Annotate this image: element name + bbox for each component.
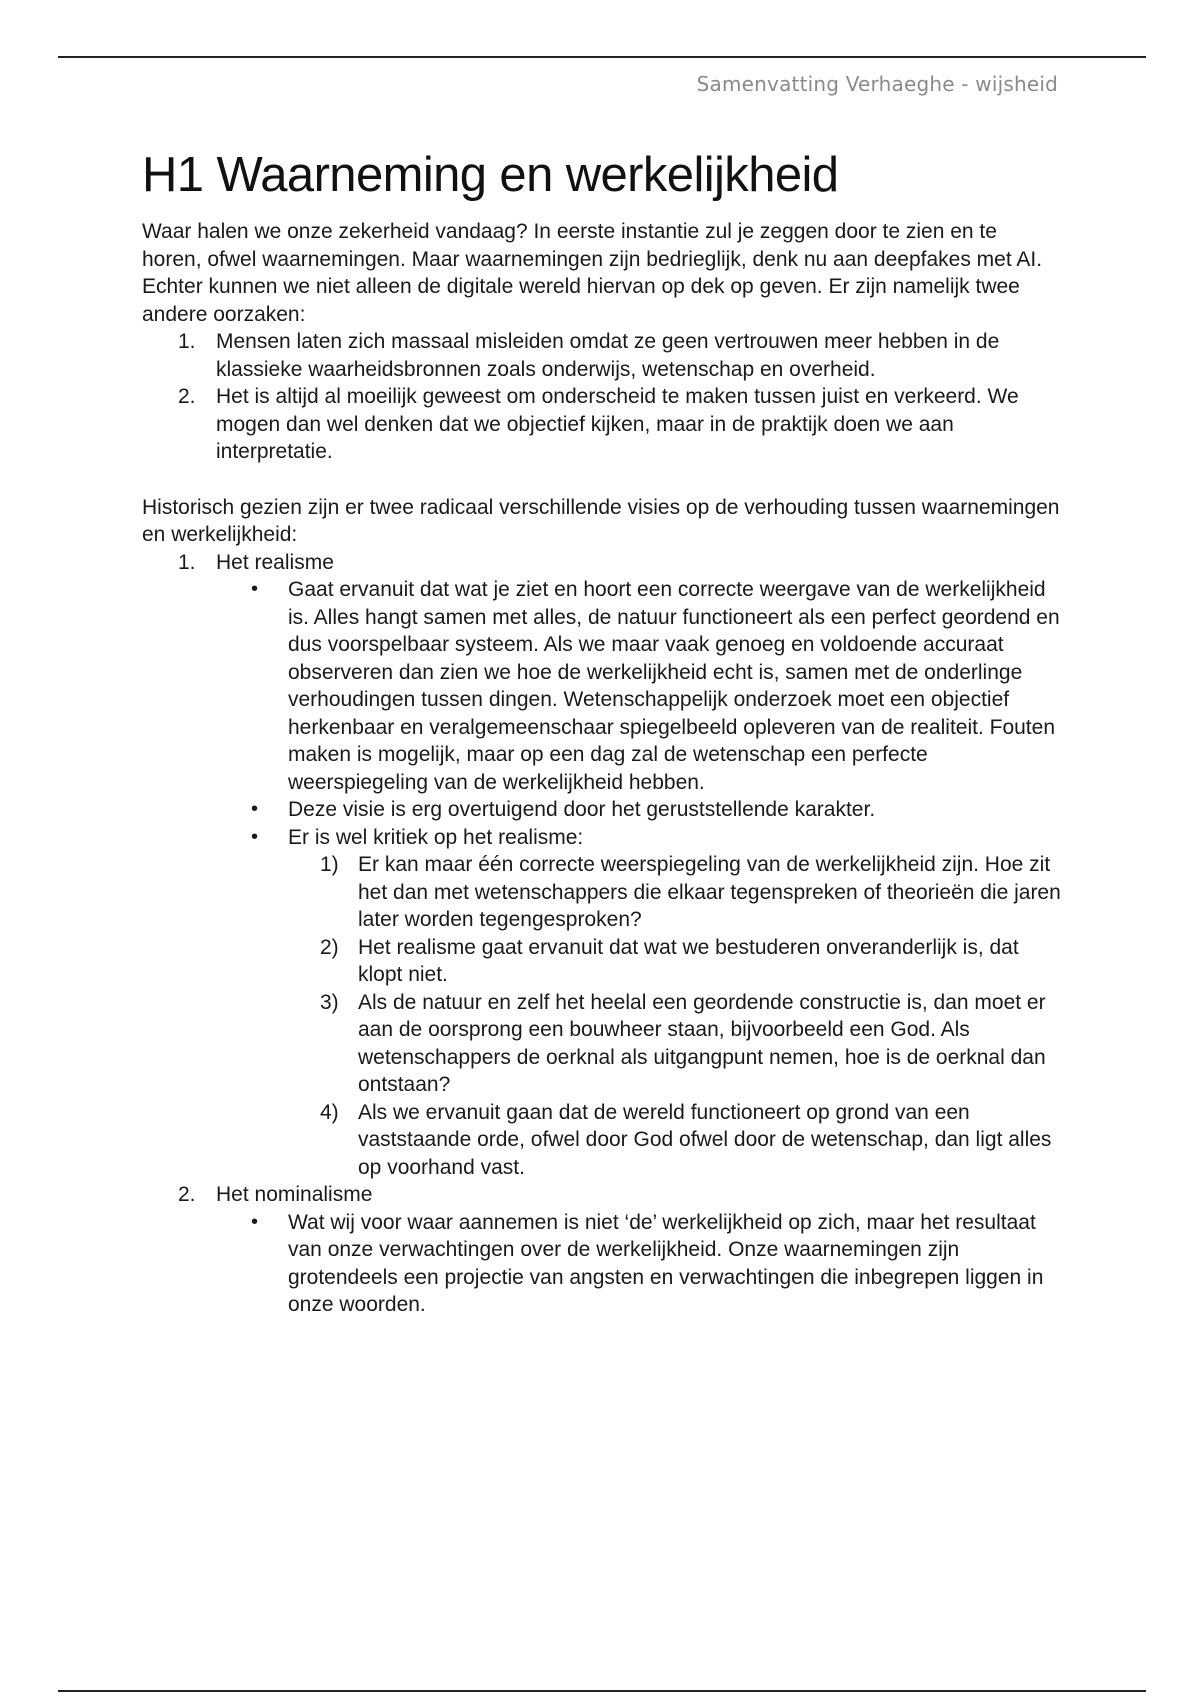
bullet-item (142, 824, 1062, 852)
bullet-text: Er is wel kritiek op het realisme: (288, 825, 584, 849)
list-marker: 1) (320, 853, 339, 876)
bullet-icon: • (251, 825, 259, 848)
list-marker: 1. (178, 550, 196, 574)
list-item-text: Mensen laten zich massaal misleiden omdat ze geen vertrouwen meer hebben in de klassieke waarheidsbronnen zoals onderwijs, wetenschap en overheid. (216, 330, 1000, 381)
criticism-text: Als de natuur en zelf het heelal een geordende constructie is, dan moet er aan de oorsprong een bouwheer staan, bijvoorbeeld een God. Als wetenschappers de oerknal als uitgangpunt nemen, hoe is de oerknal dan ontstaan? (358, 990, 1046, 1096)
list-item (142, 328, 1062, 383)
list-marker: 2. (178, 1183, 196, 1206)
bullet-item (142, 796, 1062, 824)
document-header: Samenvatting Verhaeghe - wijsheid (696, 72, 1058, 96)
list-marker: 2. (178, 385, 196, 408)
bullet-icon: • (251, 1210, 259, 1233)
criticism-text: Het realisme gaat ervanuit dat wat we bestuderen onveranderlijk is, dat klopt niet. (358, 935, 1019, 986)
bullet-item (142, 1209, 1062, 1319)
intro-paragraph: Waar halen we onze zekerheid vandaag? In eerste instantie zul je zeggen door te zien en te horen, ofwel waarnemingen. Maar waarnemingen zijn bedrieglijk, denk nu aan deepfakes met AI. Echter kunnen we niet alleen de digitale wereld hiervan op dek op geven. Er zijn namelijk twee andere oorzaken: (142, 220, 1043, 326)
list-item-nominalisme (142, 1181, 1062, 1209)
list-marker: 4) (320, 1100, 339, 1124)
bullet-text: Wat wij voor waar aannemen is niet ‘de’ werkelijkheid op zich, maar het resultaat van onze verwachtingen over de werkelijkheid. Onze waarnemingen zijn grotendeels een projectie van angsten en verwachtingen die inbegrepen liggen in onze woorden. (288, 1210, 1044, 1316)
criticism-item (142, 934, 1062, 989)
historic-paragraph: Historisch gezien zijn er twee radicaal verschillende visies op de verhouding tussen waarnemingen en werkelijkheid: (142, 495, 1060, 546)
criticism-item (142, 989, 1062, 1099)
bullet-text: Deze visie is erg overtuigend door het geruststellende karakter. (288, 798, 876, 821)
document-body (142, 146, 1062, 1319)
bullet-item (142, 576, 1062, 796)
list-marker: 2) (320, 935, 339, 959)
bullet-icon: • (251, 798, 259, 820)
bottom-rule (58, 1690, 1146, 1692)
list-marker: 1. (178, 330, 196, 353)
criticism-text: Als we ervanuit gaan dat de wereld functioneert op grond van een vaststaande orde, ofwel door God ofwel door de wetenschap, dan ligt alles op voorhand vast. (358, 1100, 1052, 1179)
top-rule (58, 56, 1146, 58)
list-item-title: Het realisme (216, 550, 334, 574)
list-item (142, 383, 1062, 466)
bullet-icon: • (251, 578, 259, 600)
page-title: H1 Waarneming en werkelijkheid (142, 148, 839, 202)
causes-list (142, 328, 1062, 466)
visions-list (142, 549, 1062, 1319)
list-item-text: Het is altijd al moeilijk geweest om onderscheid te maken tussen juist en verkeerd. We mogen dan wel denken dat we objectief kijken, maar in de praktijk doen we aan interpretatie. (216, 385, 1019, 463)
list-item-title: Het nominalisme (216, 1183, 373, 1206)
criticism-text: Er kan maar één correcte weerspiegeling van de werkelijkheid zijn. Hoe zit het dan met wetenschappers die elkaar tegenspreken of theorieën die jaren later worden tegengesproken? (358, 853, 1061, 931)
criticism-item (142, 851, 1062, 934)
paragraph-gap (142, 466, 1062, 494)
list-marker: 3) (320, 990, 339, 1014)
bullet-text: Gaat ervanuit dat wat je ziet en hoort een correcte weergave van de werkelijkheid is. Alles hangt samen met alles, de natuur functioneert als een perfect geordend en dus voorspelbaar systeem. Als we maar vaak genoeg en voldoende accuraat observeren dan zien we hoe de werkelijkheid echt is, samen met de onderlinge verhoudingen tussen dingen. Wetenschappelijk onderzoek moet een objectief herkenbaar en veralgemeenschaar spiegelbeeld opleveren van de realiteit. Fouten maken is mogelijk, maar op een dag zal de wetenschap een perfecte weerspiegeling van de werkelijkheid hebben. (288, 578, 1060, 794)
list-item-realisme (142, 549, 1062, 577)
criticism-item (142, 1099, 1062, 1182)
